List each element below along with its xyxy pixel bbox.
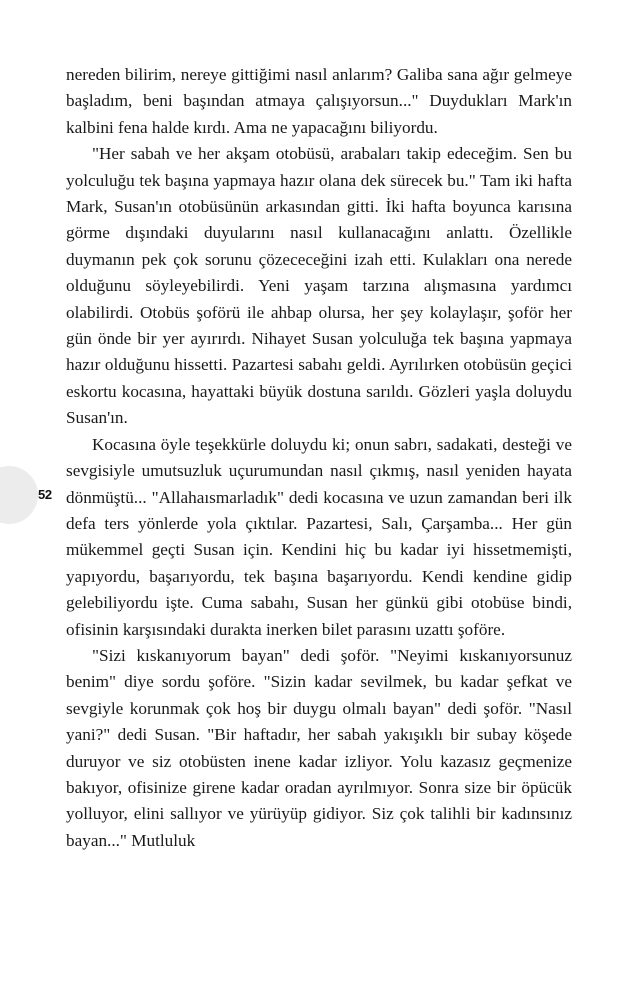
paragraph-mark-follows-bus: "Her sabah ve her akşam otobüsü, arabaları takip edeceğim. Sen bu yolculuğu tek başına yapmaya hazır olana dek sürecek bu." Tam iki hafta Mark, Susan'ın otobüsünün arkasından gitti. İki hafta boyunca karısına görme dışındaki duyularını nasıl kullanacağını anlattı. Özellikle duymanın pek çok sorunu çözececeğini izah etti. Kulakları ona nerede olduğunu söyleyebilirdi. Yeni yaşam tarzına alışmasına yardımcı olabilirdi. Otobüs şoförü ile ahbap olursa, her şey kolaylaşır, şoför her gün önde bir yer ayırırdı. Nihayet Susan yolculuğa tek başına yapmaya hazır olduğunu hissetti. Pazartesi sabahı geldi. Ayrılırken otobüsün geçici eskortu kocasına, hayattaki büyük dostuna sarıldı. Gözleri yaşla doluydu Susan'ın.	[66, 144, 572, 428]
page-number: 52	[38, 487, 52, 502]
page-number-tab	[0, 466, 38, 524]
paragraph-continuation: nereden bilirim, nereye gittiğimi nasıl anlarım? Galiba sana ağır gelmeye başladım, beni başından atmaya çalışıyorsun..." Duydukları Mark'ın kalbini fena halde kırdı. Ama ne yapacağını biliyordu.	[66, 65, 572, 137]
paragraph-susan-grateful: Kocasına öyle teşekkürle doluydu ki; onun sabrı, sadakati, desteği ve sevgisiyle umutsuzluk uçurumundan nasıl çıkmış, nasıl yeniden hayata dönmüştü... "Allahaısmarladık" dedi kocasına ve uzun zamandan beri ilk defa ters yönlerde yola çıktılar. Pazartesi, Salı, Çarşamba... Her gün mükemmel geçti Susan için. Kendini hiç bu kadar iyi hissetmemişti, yapıyordu, başarıyordu, tek başına başarıyordu. Kendi kendine gidip gelebiliyordu işte. Cuma sabahı, Susan her günkü gibi otobüse bindi, ofisinin karşısındaki durakta inerken bilet parasını uzattı şoföre.	[66, 434, 572, 639]
paragraph-driver-dialogue: "Sizi kıskanıyorum bayan" dedi şoför. "Neyimi kıskanıyorsunuz benim" diye sordu şoföre. "Sizin kadar sevilmek, bu kadar şefkat ve sevgiyle korunmak çok hoş bir duygu olmalı bayan" dedi şoför. "Nasıl yani?" dedi Susan. "Bir haftadır, her sabah yakışıklı bir subay köşede duruyor ve siz otobüsten inene kadar izliyor. Yolu kazasız geçmenize bakıyor, ofisinize girene kadar oradan ayrılmıyor. Sonra size bir öpücük yolluyor, elini sallıyor ve yürüyüp gidiyor. Siz çok talihli bir kadınsınız bayan..." Mutluluk	[66, 645, 572, 850]
page-body	[66, 62, 572, 854]
